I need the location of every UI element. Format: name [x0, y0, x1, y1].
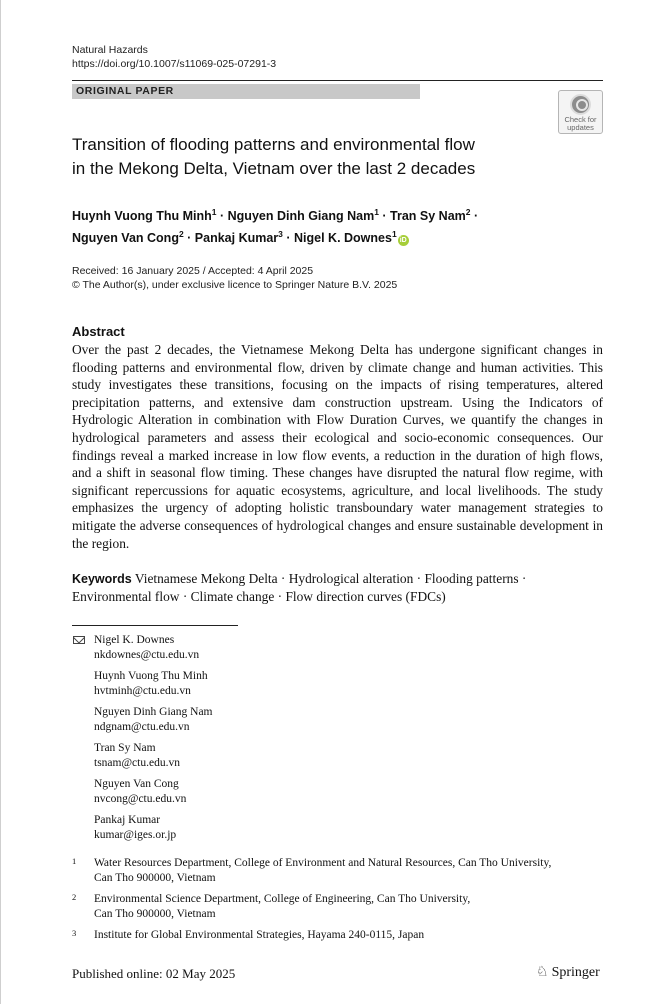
- author-affiliation-mark: 3: [278, 229, 283, 240]
- author-affiliation-mark: 1: [211, 207, 217, 217]
- author-line-1: [72, 203, 572, 225]
- keywords: [72, 570, 603, 606]
- received-accepted: Received: 16 January 2025 / Accepted: 4 April 2025: [72, 265, 314, 277]
- author-affiliation-mark: 2: [178, 229, 184, 240]
- author-separator: ·: [470, 209, 479, 224]
- affiliation-number: 3: [72, 928, 77, 938]
- affiliation-line: Can Tho 900000, Vietnam: [94, 871, 216, 884]
- journal-header: [72, 43, 276, 71]
- author-name[interactable]: Tran Sy Nam: [390, 209, 466, 224]
- contact-email[interactable]: tsnam@ctu.edu.vn: [94, 756, 180, 769]
- contact-entry: [72, 669, 372, 698]
- contact-name: Nigel K. Downes: [94, 634, 175, 646]
- contact-name: Nguyen Dinh Giang Nam: [94, 706, 213, 718]
- affiliation-entry: [72, 892, 603, 921]
- paper-title: [72, 133, 562, 181]
- author-affiliation-mark: 2: [465, 207, 471, 217]
- published-online: Published online: 02 May 2025: [72, 966, 236, 981]
- contact-name: Tran Sy Nam: [94, 742, 156, 754]
- publisher-name: Springer: [551, 965, 600, 980]
- affiliation-number: 2: [72, 892, 77, 902]
- page-edge: [0, 0, 1, 1004]
- contact-name: Pankaj Kumar: [94, 814, 161, 826]
- copyright-licence: © The Author(s), under exclusive licence to Springer Nature B.V. 2025: [72, 279, 398, 291]
- footnote-separator: [72, 625, 238, 626]
- orcid-icon[interactable]: iD: [399, 237, 407, 245]
- affiliation-line: Institute for Global Environmental Strategies, Hayama 240-0115, Japan: [94, 929, 425, 941]
- article-type-badge: ORIGINAL PAPER: [72, 84, 420, 99]
- contact-email[interactable]: hvtminh@ctu.edu.vn: [94, 684, 191, 697]
- author-line-2: [72, 225, 572, 247]
- springer-horse-icon: ♘: [536, 965, 549, 980]
- header-rule: [72, 80, 603, 81]
- affiliation-number: 1: [72, 856, 77, 866]
- author-list: [72, 203, 572, 247]
- contact-entry: [72, 777, 372, 806]
- affiliation-list: [72, 856, 603, 950]
- check-for-updates-icon: [570, 94, 591, 115]
- springer-logo[interactable]: [536, 964, 600, 982]
- author-name[interactable]: Pankaj Kumar: [194, 231, 279, 246]
- article-dates: [72, 264, 397, 292]
- affiliation-line: Can Tho 900000, Vietnam: [94, 907, 216, 920]
- author-name[interactable]: Nguyen Van Cong: [72, 231, 179, 246]
- doi-link[interactable]: https://doi.org/10.1007/s11069-025-07291-3: [72, 58, 277, 70]
- contact-list: [72, 633, 372, 849]
- affiliation-line: Water Resources Department, College of Environment and Natural Resources, Can Tho University,: [94, 857, 552, 869]
- contact-email[interactable]: nvcong@ctu.edu.vn: [94, 792, 187, 805]
- contact-email[interactable]: kumar@iges.or.jp: [94, 828, 177, 841]
- check-for-updates-label: Check for updates: [564, 115, 597, 132]
- contact-entry: [72, 813, 372, 842]
- affiliation-line: Environmental Science Department, College of Engineering, Can Tho University,: [94, 893, 471, 905]
- title-line-1: Transition of flooding patterns and environmental flow: [72, 135, 475, 154]
- keywords-text: Vietnamese Mekong Delta · Hydrological alteration · Flooding patterns · Environmental flow · Climate change · Flow direction curves (FDCs): [72, 571, 527, 604]
- title-line-2: in the Mekong Delta, Vietnam over the last 2 decades: [72, 159, 476, 178]
- author-separator: ·: [216, 209, 228, 224]
- abstract-heading: Abstract: [72, 324, 125, 339]
- contact-name: Huynh Vuong Thu Minh: [94, 670, 208, 682]
- envelope-icon: [73, 636, 85, 644]
- author-separator: ·: [378, 209, 391, 224]
- contact-name: Nguyen Van Cong: [94, 778, 179, 790]
- journal-name: Natural Hazards: [72, 44, 148, 56]
- author-separator: ·: [282, 231, 295, 246]
- contact-entry: [72, 741, 372, 770]
- author-affiliation-mark: 1: [374, 207, 379, 217]
- check-for-updates-button[interactable]: [558, 90, 603, 134]
- contact-entry: [72, 705, 372, 734]
- author-name[interactable]: Nigel K. Downes: [294, 231, 392, 246]
- author-name[interactable]: Nguyen Dinh Giang Nam: [227, 209, 375, 224]
- affiliation-entry: [72, 928, 603, 943]
- contact-entry: [72, 633, 372, 662]
- author-affiliation-mark: 1: [391, 229, 397, 240]
- affiliation-entry: [72, 856, 603, 885]
- author-separator: ·: [183, 231, 195, 246]
- contact-email[interactable]: ndgnam@ctu.edu.vn: [94, 720, 190, 733]
- abstract-text: Over the past 2 decades, the Vietnamese Mekong Delta has undergone significant changes in flooding patterns and environmental flow, driven by climate change and human activities. This study investigates these transitions, focusing on the impacts of rising temperatures, altered precipitation patterns, and extensive dam construction upstream. Using the Indicators of Hydrologic Alteration in combination with Flow Duration Curves, we quantify the changes in hydrological parameters and assess their ecological and socio-economic consequences. Our findings reveal a marked increase in low flow events, a reduction in the duration of high flows, and a shift in seasonal flow timing. These changes have disrupted the natural flow regime, with significant repercussions for aquatic ecosystems, agriculture, and local livelihoods. The study emphasizes the urgency of adopting holistic transboundary water management strategies to mitigate the adverse consequences of hydrological changes and ensure sustainable development in the region.: [72, 342, 603, 551]
- contact-email[interactable]: nkdownes@ctu.edu.vn: [94, 648, 200, 661]
- keywords-heading: Keywords: [72, 572, 132, 586]
- author-name[interactable]: Huynh Vuong Thu Minh: [72, 209, 212, 224]
